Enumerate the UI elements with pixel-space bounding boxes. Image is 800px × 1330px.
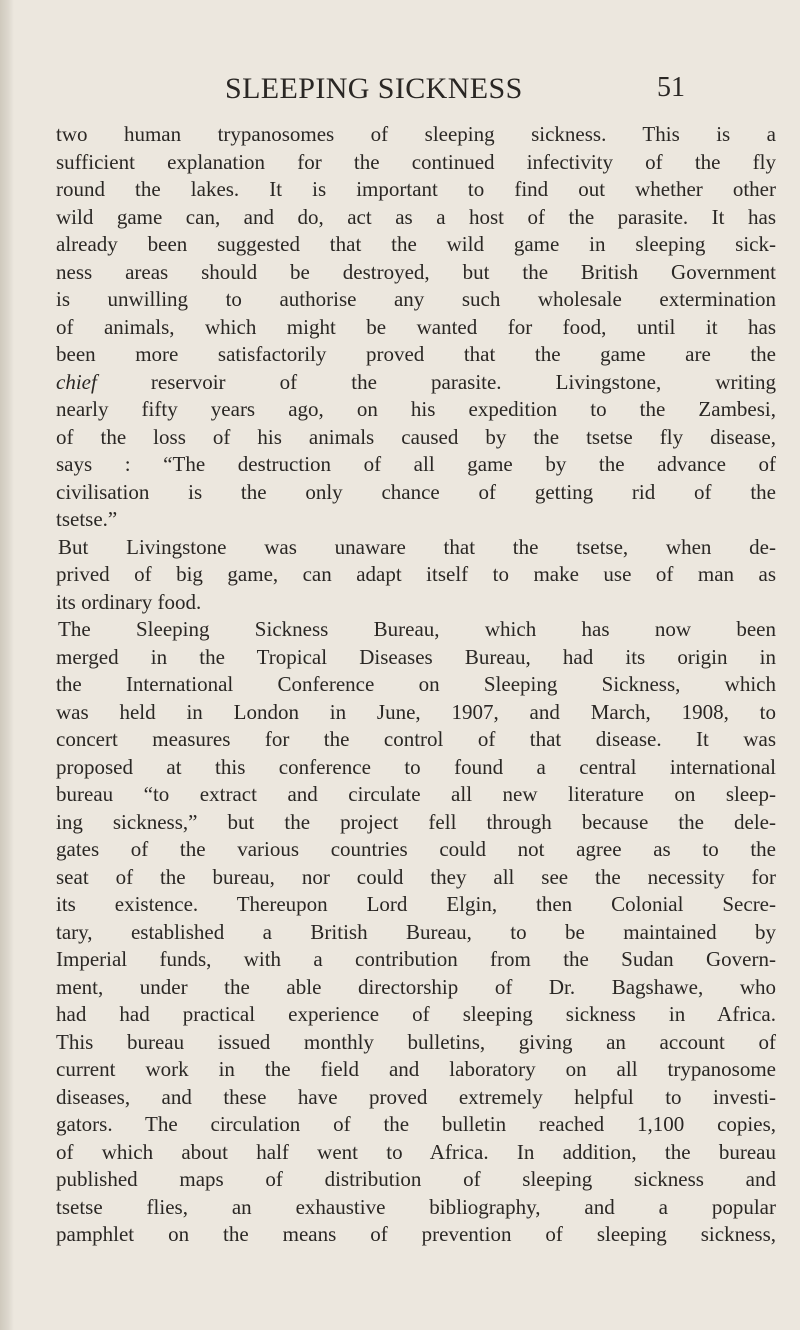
text-line: was held in London in June, 1907, and March, 1908, to (56, 699, 776, 724)
text-line: gates of the various countries could not agree as to the (56, 837, 776, 861)
text-line: ing sickness,” but the project fell through because the dele- (56, 809, 776, 834)
text-line: of which about half went to Africa. In addition, the bureau (56, 1139, 776, 1164)
text-line: tsetse.” (56, 507, 118, 531)
text-line: of animals, which might be wanted for food, until it has (56, 314, 776, 339)
text-line: diseases, and these have proved extremely helpful to investi- (56, 1084, 776, 1109)
running-head (0, 72, 800, 112)
text-line: tsetse flies, an exhaustive bibliography, and a popular (56, 1194, 776, 1219)
text-line: Imperial funds, with a contribution from the Sudan Govern- (56, 947, 776, 971)
text-line: prived of big game, can adapt itself to make use of man as (56, 562, 776, 586)
text-line: ness areas should be destroyed, but the British Government (56, 259, 776, 284)
text-line: This bureau issued monthly bulletins, giving an account of (56, 1029, 776, 1054)
text-line-with-italic (56, 369, 776, 397)
text-line: already been suggested that the wild game in sleeping sick- (56, 232, 776, 256)
text-line: its ordinary food. (56, 589, 202, 614)
page-number: 51 (657, 72, 685, 103)
text-line: pamphlet on the means of prevention of sleeping sickness, (56, 1222, 776, 1246)
text-line: round the lakes. It is important to find out whether other (56, 177, 776, 201)
text-line: says : “The destruction of all game by the advance of (56, 452, 776, 476)
text-line: published maps of distribution of sleeping sickness and (56, 1167, 776, 1191)
text-line: ment, under the able directorship of Dr. Bagshawe, who (56, 974, 776, 999)
body-text (56, 121, 776, 1249)
text-line: bureau “to extract and circulate all new literature on sleep- (56, 782, 776, 806)
text-line: had had practical experience of sleeping sickness in Africa. (56, 1002, 776, 1026)
text-line: merged in the Tropical Diseases Bureau, had its origin in (56, 644, 776, 669)
paragraph-start: The Sleeping Sickness Bureau, which has now been (58, 617, 776, 641)
text-line: two human trypanosomes of sleeping sickness. This is a (56, 122, 776, 146)
text-line: sufficient explanation for the continued infectivity of the fly (56, 149, 776, 174)
text-line: tary, established a British Bureau, to be maintained by (56, 919, 776, 944)
paragraph-start: But Livingstone was unaware that the tsetse, when de- (58, 534, 776, 559)
text-line: concert measures for the control of that disease. It was (56, 727, 776, 751)
text-line: civilisation is the only chance of getting rid of the (56, 479, 776, 504)
text-line: gators. The circulation of the bulletin reached 1,100 copies, (56, 1112, 776, 1136)
text-line: seat of the bureau, nor could they all see the necessity for (56, 864, 776, 889)
italic-word: chief (56, 369, 97, 394)
text-line: current work in the field and laboratory on all trypanosome (56, 1057, 776, 1081)
text-line: been more satisfactorily proved that the game are the (56, 342, 776, 366)
page-edge-shadow (0, 0, 14, 1330)
text-line: wild game can, and do, act as a host of the parasite. It has (56, 204, 776, 229)
text-line: the International Conference on Sleeping Sickness, which (56, 672, 776, 696)
text-line: of the loss of his animals caused by the tsetse fly disease, (56, 424, 776, 449)
text-line: nearly fifty years ago, on his expedition to the Zambesi, (56, 397, 776, 421)
text-line-rest: reservoir of the parasite. Livingstone, writing (96, 369, 776, 394)
running-title: SLEEPING SICKNESS (225, 72, 523, 105)
text-line: its existence. Thereupon Lord Elgin, then Colonial Secre- (56, 892, 776, 916)
text-line: is unwilling to authorise any such wholesale extermination (56, 287, 776, 311)
text-line: proposed at this conference to found a central international (56, 754, 776, 779)
